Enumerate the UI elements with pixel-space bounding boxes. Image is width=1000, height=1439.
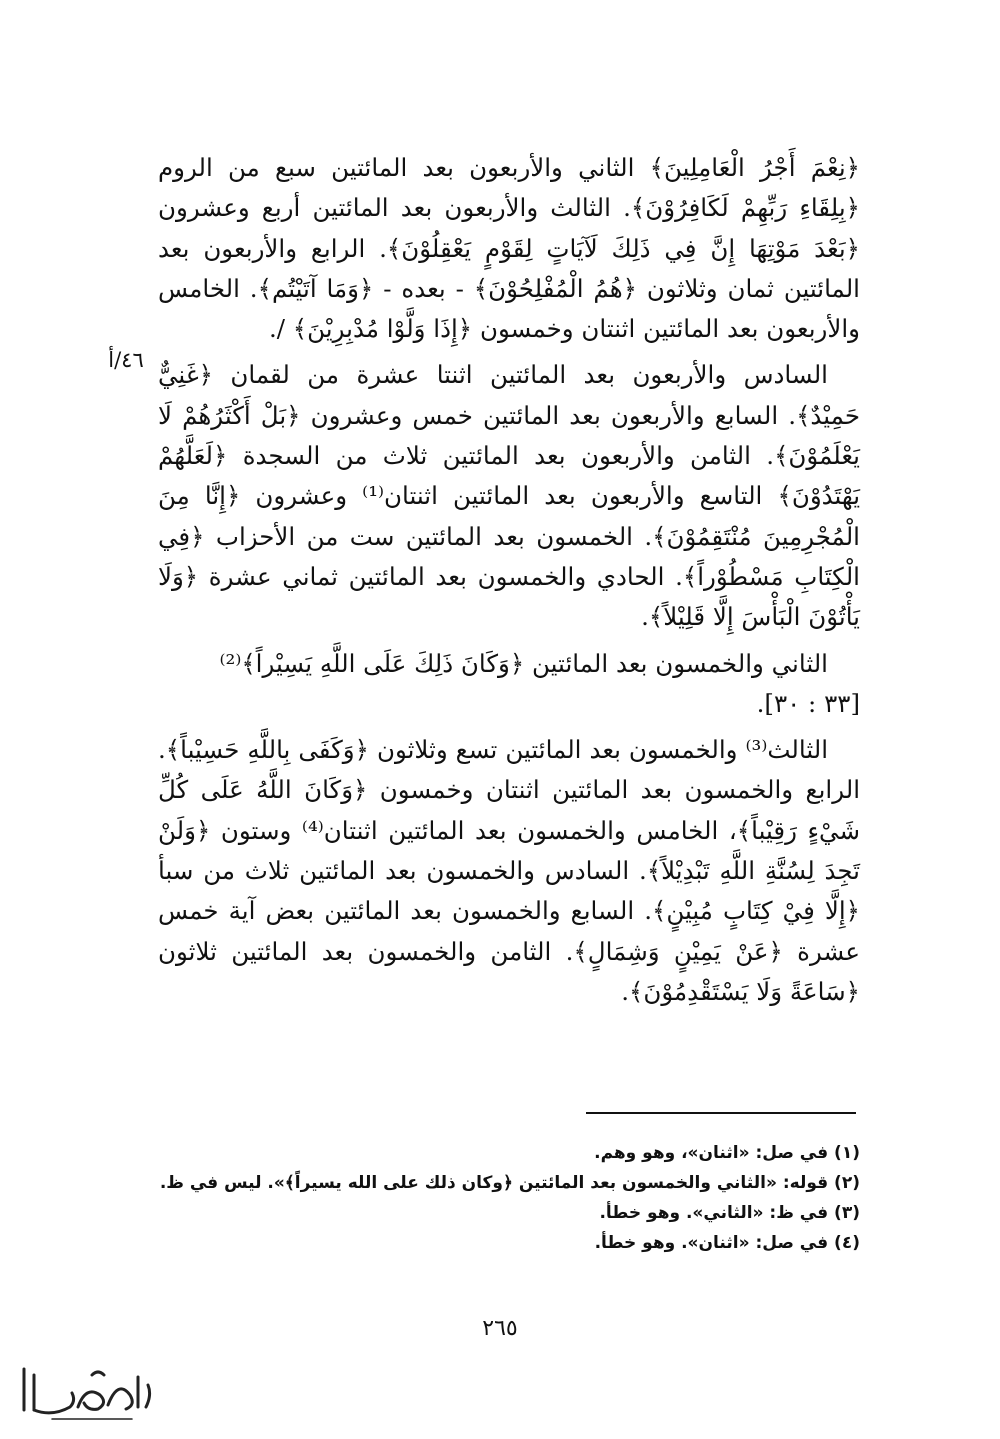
margin-folio-note: ٤٦/أ	[108, 348, 144, 372]
paragraph-4: الثالث⁽³⁾ والخمسون بعد المائتين تسع وثلاثون ﴿وَكَفَى بِاللَّهِ حَسِيْباً﴾. الرابع والخمسون بعد المائتين اثنتان وخمسون ﴿وَكَانَ اللَّهُ عَلَى كُلِّ شَيْءٍ رَقِيْباً﴾، الخامس والخمسون بعد المائتين اثنتان⁽⁴⁾ وستون ﴿وَلَنْ تَجِدَ لِسُنَّةِ اللَّهِ تَبْدِيْلاً﴾. السادس والخمسون بعد المائتين ثلاث من سبأ ﴿إِلَّا فِيْ كِتَابٍ مُبِيْنٍ﴾. السابع والخمسون بعد المائتين بعض آية خمس عشرة ﴿عَنْ يَمِيْنٍ وَشِمَالٍ﴾. الثامن والخمسون بعد المائتين ثلاثون ﴿سَاعَةً وَلَا يَسْتَقْدِمُوْنَ﴾.	[158, 735, 861, 1006]
paragraph-2: السادس والأربعون بعد المائتين اثنتا عشرة من لقمان ﴿غَنِيٌّ حَمِيْدٌ﴾. السابع والأربعون بعد المائتين خمس وعشرون ﴿بَلْ أَكْثَرُهُمْ لَا يَعْلَمُوْنَ﴾. الثامن والأربعون بعد المائتين ثلاث من السجدة ﴿لَعَلَّهُمْ يَهْتَدُوْنَ﴾ التاسع والأربعون بعد المائتين اثنتان⁽¹⁾ وعشرون ﴿إِنَّا مِنَ الْمُجْرِمِينَ مُنْتَقِمُوْنَ﴾. الخمسون بعد المائتين ست من الأحزاب ﴿فِي الْكِتَابِ مَسْطُوْراً﴾. الحادي والخمسون بعد المائتين ثماني عشرة ﴿وَلَا يَأْتُوْنَ الْبَأْسَ إِلَّا قَلِيْلاً﴾.	[158, 360, 861, 632]
footnote-2: (٢) قوله: «الثاني والخمسون بعد المائتين ﴿وكان ذلك على الله يسيراً﴾». ليس في ظ.	[159, 1173, 860, 1193]
main-text	[158, 148, 860, 1012]
verse-reference: [٣٣ : ٣٠].	[756, 688, 860, 718]
footnote-divider	[586, 1112, 856, 1114]
footnote-3: (٣) في ظ: «الثاني». وهو خطأ.	[599, 1203, 860, 1223]
footnote-4: (٤) في صل: «اثنان». وهو خطأ.	[594, 1233, 860, 1253]
paragraph-1: ﴿نِعْمَ أَجْرُ الْعَامِلِينَ﴾ الثاني والأربعون بعد المائتين سبع من الروم ﴿بِلِقَاءِ رَبِّهِمْ لَكَافِرُوْنَ﴾. الثالث والأربعون بعد المائتين أربع وعشرون ﴿بَعْدَ مَوْتِهَا إِنَّ فِي ذَلِكَ لَآيَاتٍ لِقَوْمٍ يَعْقِلُوْنَ﴾. الرابع والأربعون بعد المائتين ثمان وثلاثون ﴿هُمُ الْمُفْلِحُوْنَ﴾ - بعده - ﴿وَمَا آتَيْتُم﴾. الخامس والأربعون بعد المائتين اثنتان وخمسون ﴿إِذَا وَلَّوْا مُدْبِرِيْنَ﴾ /.	[158, 153, 860, 344]
calligraphy-logo	[12, 1355, 162, 1425]
footnotes	[159, 1138, 860, 1258]
page-number: ٢٦٥	[482, 1316, 518, 1341]
paragraph-3: الثاني والخمسون بعد المائتين ﴿وَكَانَ ذَلِكَ عَلَى اللَّهِ يَسِيْراً﴾⁽²⁾	[219, 648, 828, 678]
footnote-1: (١) في صل: «اثنان»، وهو وهم.	[594, 1143, 860, 1163]
